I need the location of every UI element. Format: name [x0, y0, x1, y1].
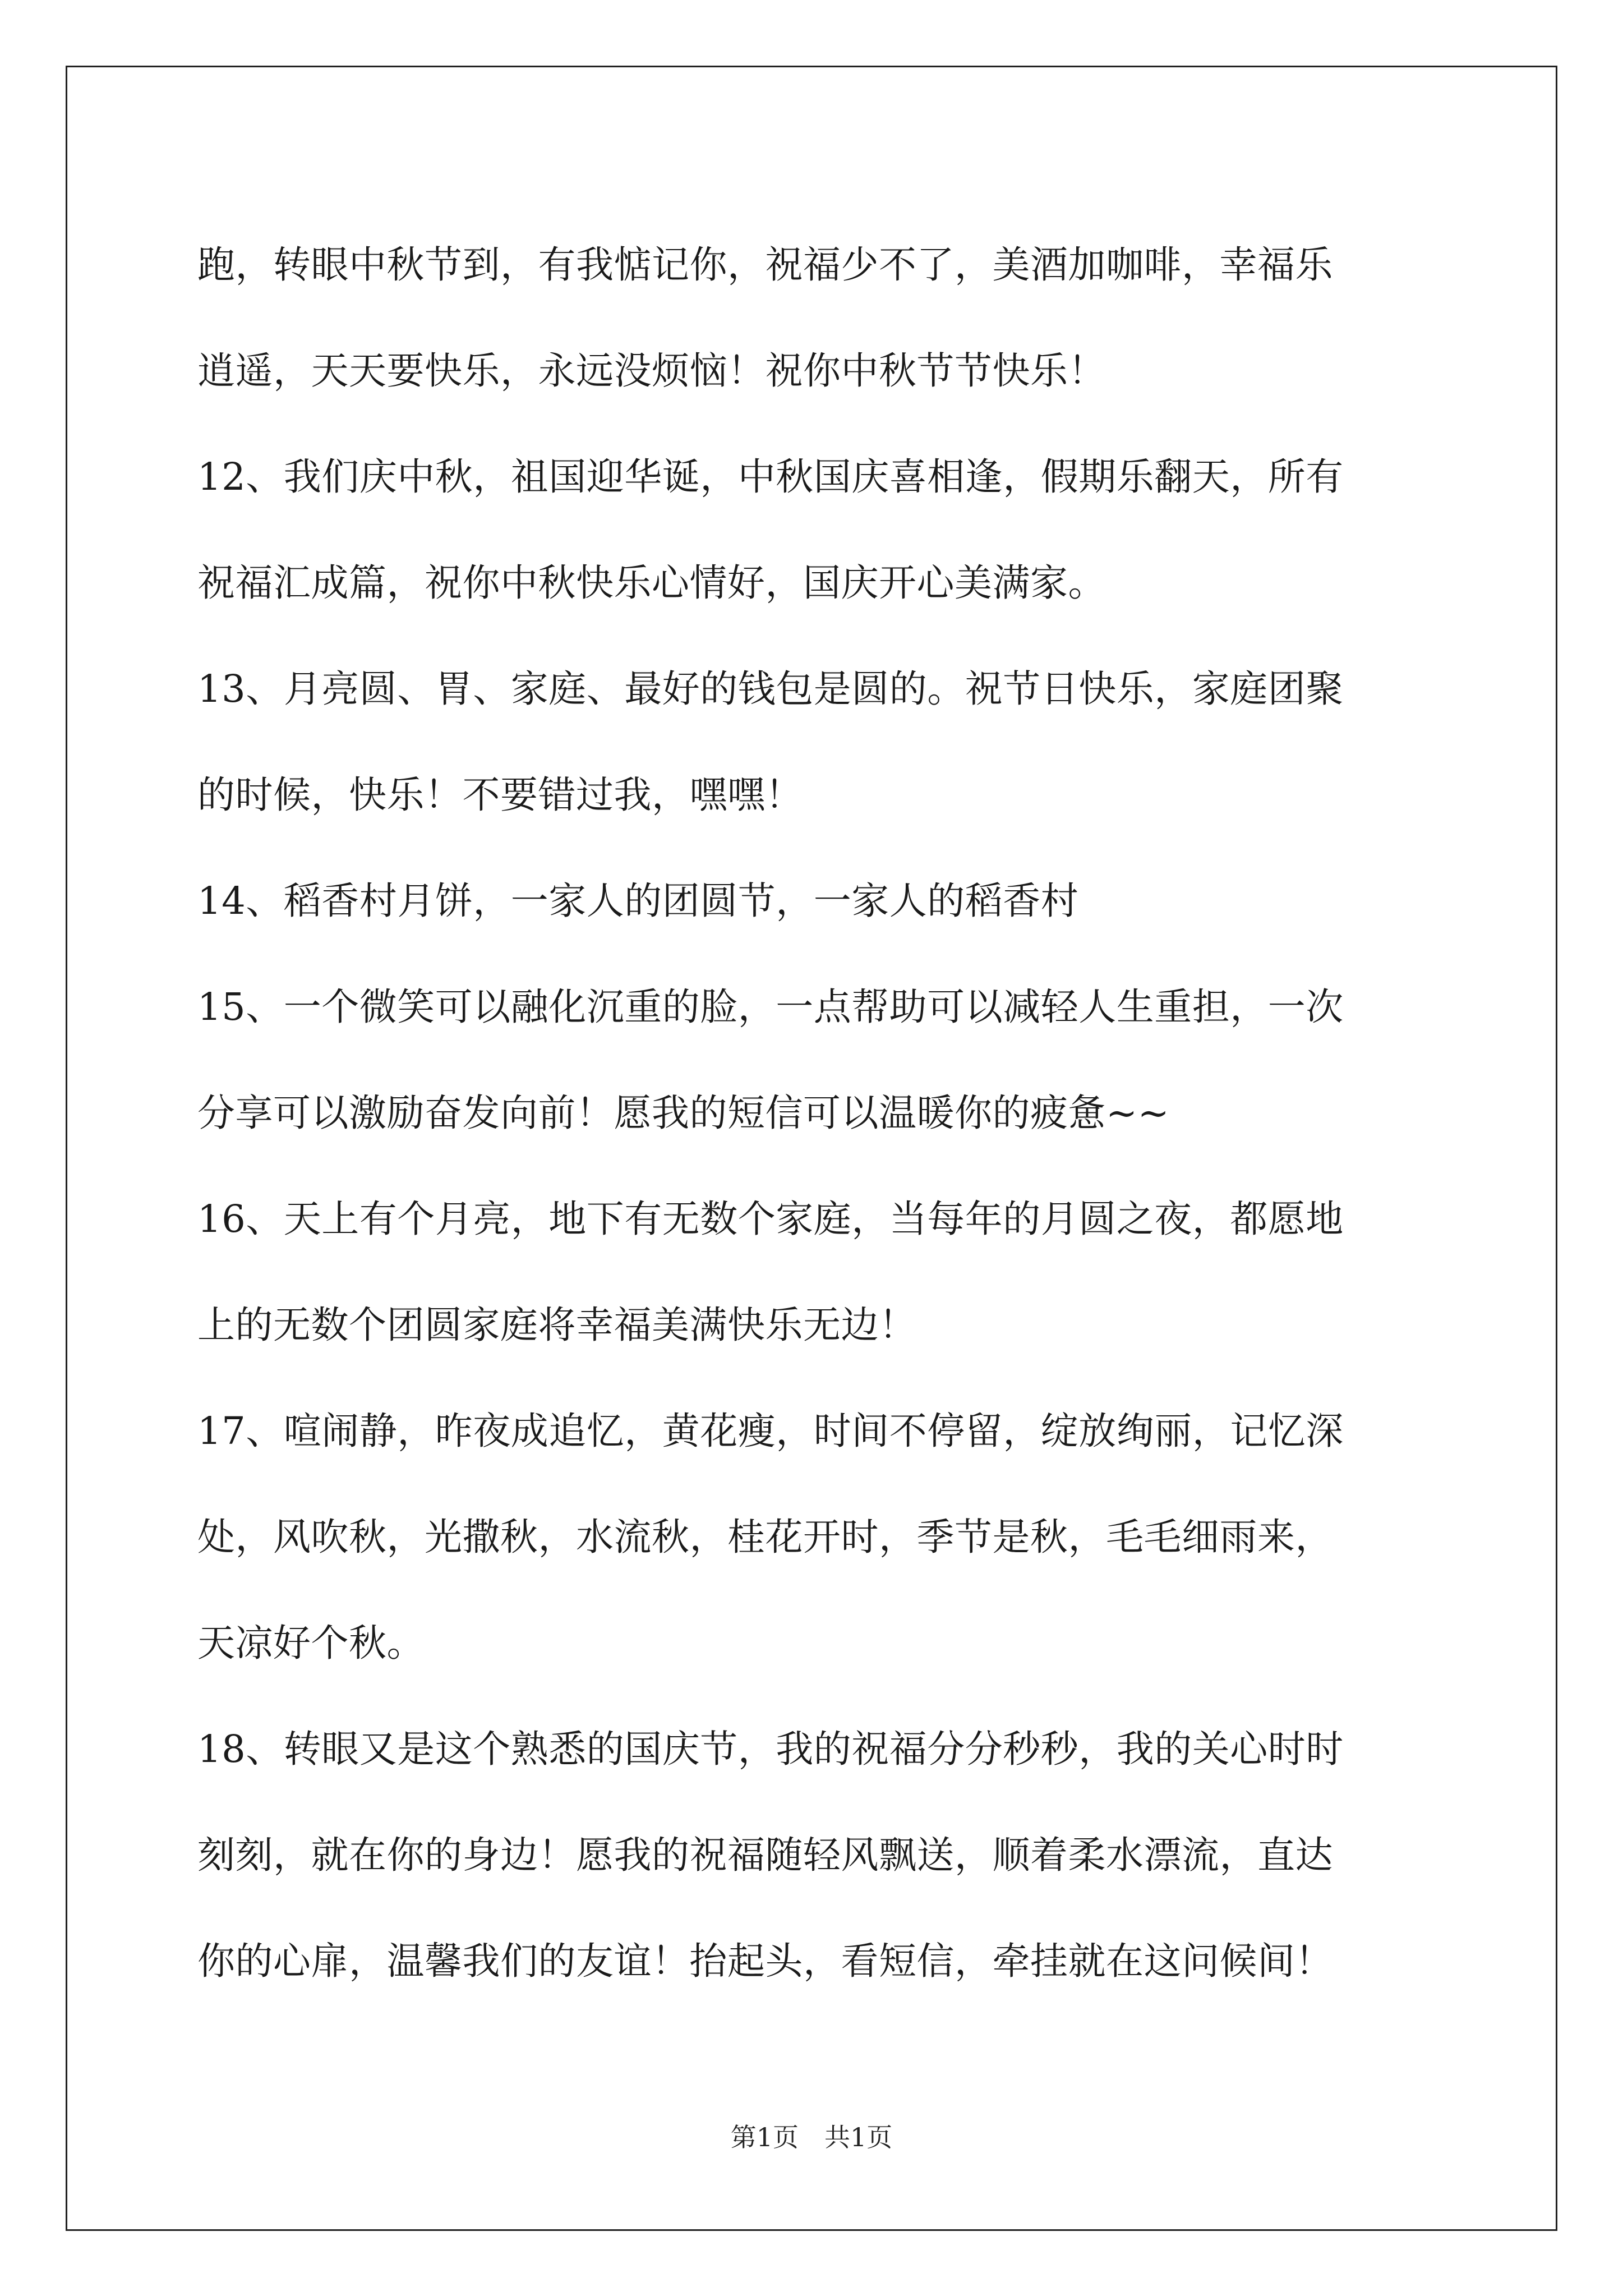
text-line: 16、天上有个月亮，地下有无数个家庭，当每年的月圆之夜，都愿地 [197, 1197, 1344, 1241]
text-line: 刻刻，就在你的身边！愿我的祝福随轻风飘送，顺着柔水漂流，直达 [197, 1833, 1333, 1877]
text-line: 14、稻香村月饼，一家人的团圆节，一家人的稻香村 [197, 879, 1079, 923]
document-body [197, 212, 1431, 2014]
text-line: 祝福汇成篇，祝你中秋快乐心情好，国庆开心美满家。 [197, 561, 1106, 605]
text-line: 18、转眼又是这个熟悉的国庆节，我的祝福分分秒秒，我的关心时时 [197, 1727, 1344, 1771]
text-line: 13、月亮圆、胃、家庭、最好的钱包是圆的。祝节日快乐，家庭团聚 [197, 667, 1344, 711]
text-line: 分享可以激励奋发向前！愿我的短信可以温暖你的疲惫~~ [197, 1091, 1170, 1135]
text-line: 逍遥，天天要快乐，永远没烦恼！祝你中秋节节快乐！ [197, 349, 1106, 393]
text-line: 17、喧闹静，昨夜成追忆，黄花瘦，时间不停留，绽放绚丽，记忆深 [197, 1409, 1344, 1453]
text-line: 处，风吹秋，光撒秋，水流秋，桂花开时，季节是秋，毛毛细雨来， [197, 1515, 1333, 1559]
text-line: 的时候，快乐！不要错过我，嘿嘿！ [197, 773, 803, 817]
text-line: 跑，转眼中秋节到，有我惦记你，祝福少不了，美酒加咖啡，幸福乐 [197, 243, 1333, 287]
text-line: 12、我们庆中秋，祖国迎华诞，中秋国庆喜相逢，假期乐翻天，所有 [197, 455, 1344, 499]
text-line: 你的心扉，温馨我们的友谊！抬起头，看短信，牵挂就在这问候间！ [197, 1939, 1333, 1983]
text-line: 上的无数个团圆家庭将幸福美满快乐无边！ [197, 1303, 917, 1347]
text-line: 天凉好个秋。 [197, 1621, 425, 1665]
text-line: 15、一个微笑可以融化沉重的脸，一点帮助可以减轻人生重担，一次 [197, 985, 1344, 1029]
page-number-footer: 第1页 共1页 [730, 2122, 893, 2152]
